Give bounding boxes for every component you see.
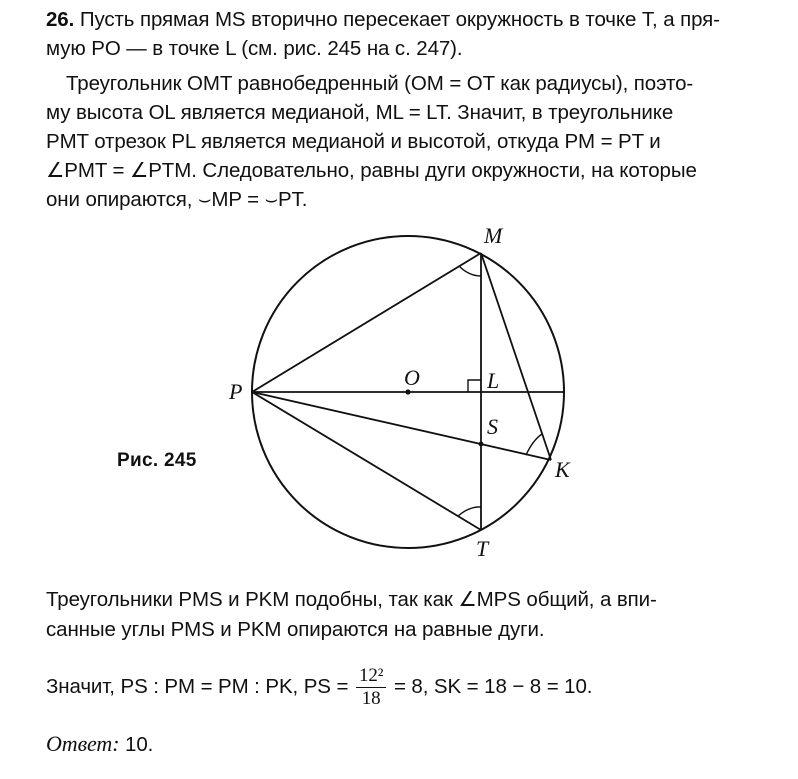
label-o: O [404, 365, 420, 390]
paragraph1-line-2: му высота OL является медианой, ML = LT. Значит, в треугольнике [46, 101, 674, 124]
problem-statement-line-2: мую PO — в точке L (см. рис. 245 на с. 247). [46, 37, 463, 60]
segment-pt [252, 392, 481, 530]
segment-pk [252, 392, 551, 460]
paragraph1-line-3: PMT отрезок PL является медианой и высотой, откуда PM = PT и [46, 130, 661, 153]
label-t: T [476, 536, 489, 561]
fraction-denominator: 18 [361, 688, 381, 710]
point-o [405, 389, 410, 394]
label-l: L [487, 368, 500, 393]
conclusion-prefix: Значит, PS : PM = PM : PK, PS = [46, 675, 349, 698]
segment-pm [252, 253, 481, 392]
label-p: P [229, 379, 243, 404]
fraction [356, 666, 386, 709]
angle-arc-k [526, 434, 542, 455]
label-k: K [555, 457, 570, 482]
angle-arc-t [458, 507, 481, 516]
problem-text-line-1: Пусть прямая MS вторично пересекает окружность в точке T, а пря- [79, 8, 720, 31]
label-s: S [487, 414, 498, 439]
paragraph1-line-4: ∠PMT = ∠PTM. Следовательно, равны дуги окружности, на которые [46, 159, 697, 182]
answer-line [46, 731, 153, 758]
conclusion-suffix: = 8, SK = 18 − 8 = 10. [393, 675, 593, 698]
paragraph1-line-5: они опираются, ⌣MP = ⌣PT. [46, 188, 308, 211]
paragraph2-line-1: Треугольники PMS и PKM подобны, так как ∠MPS общий, а впи- [46, 588, 657, 611]
paragraph2-line-2: санные углы PMS и PKM опираются на равные дуги. [46, 618, 545, 641]
point-s [479, 442, 484, 447]
right-angle-marker [468, 380, 481, 392]
paragraph1-line-1: Треугольник OMT равнобедренный (OM = OT как радиусы), поэто- [66, 72, 694, 95]
answer-label: Ответ: [46, 731, 120, 756]
figure-caption: Рис. 245 [117, 450, 197, 471]
angle-arc-m [459, 266, 481, 276]
label-m: M [484, 223, 503, 248]
problem-number: 26. [46, 8, 75, 31]
answer-value: 10. [125, 733, 154, 756]
conclusion-line [46, 664, 592, 710]
fraction-numerator: 12² [356, 666, 386, 688]
